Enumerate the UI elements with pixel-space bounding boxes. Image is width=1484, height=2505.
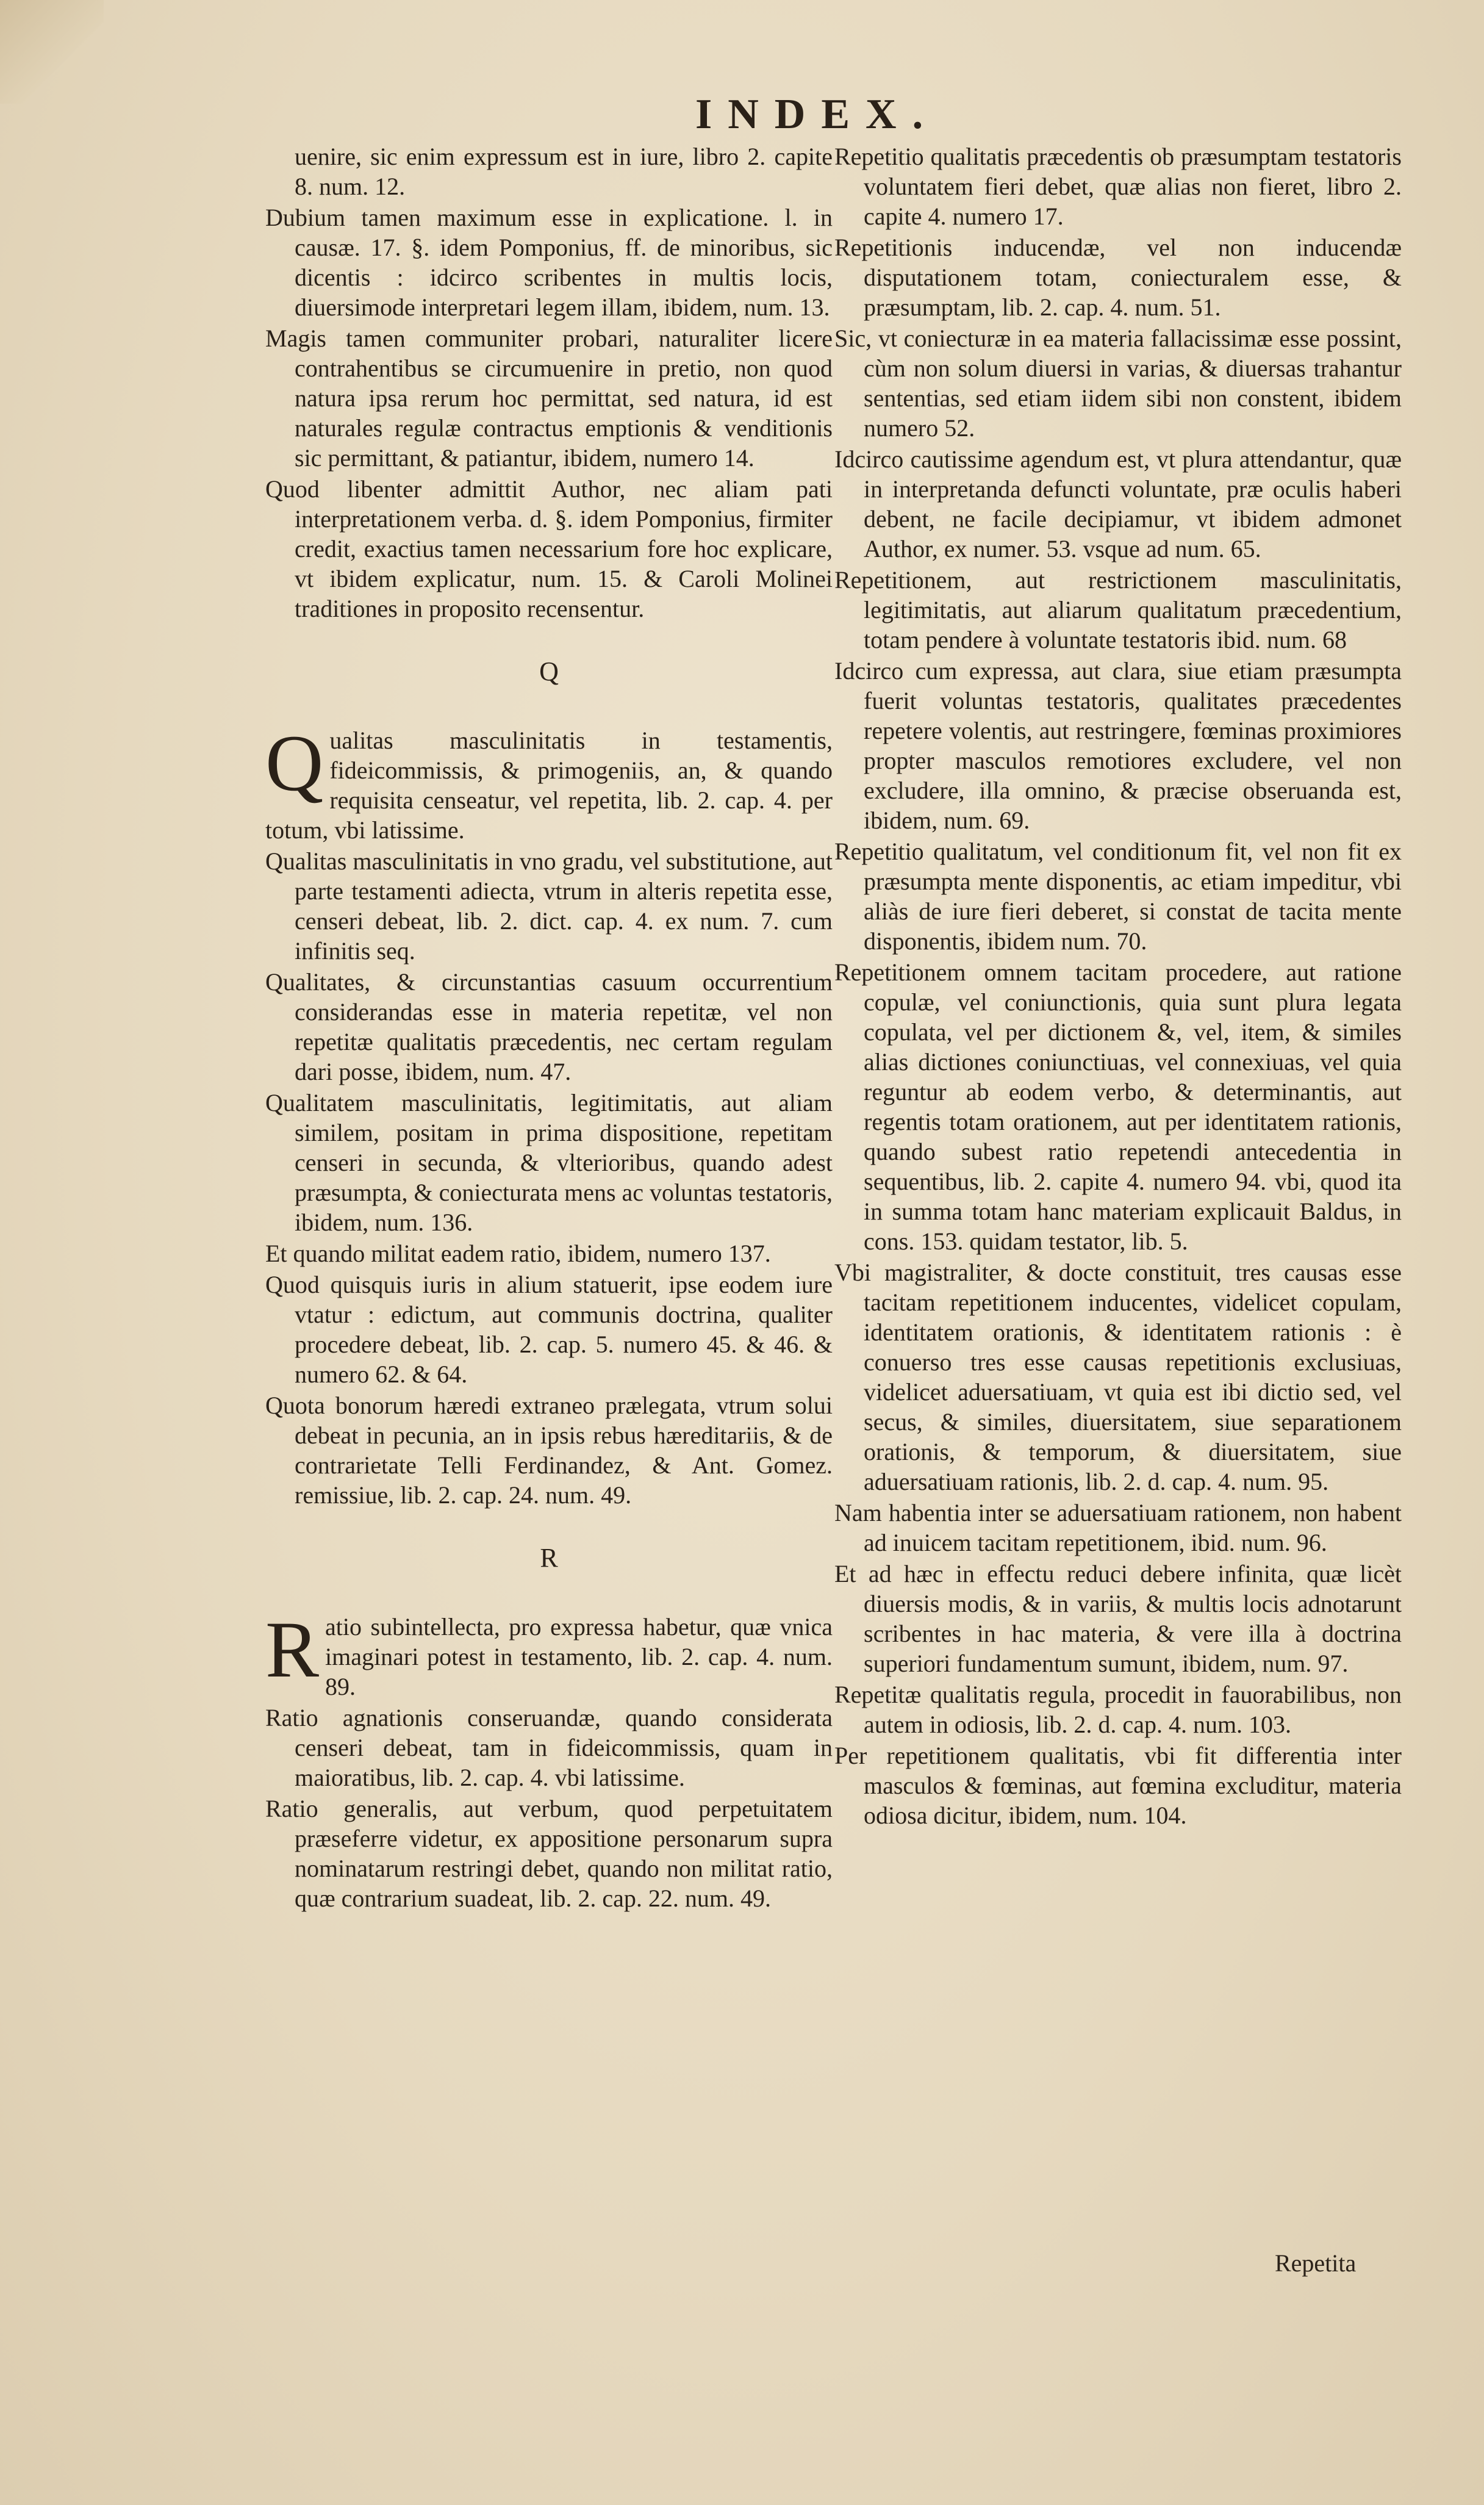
entry-text: Dubium tamen maximum esse in explicatione. l. in causæ. 17. §. idem Pomponius, ff. de minoribus, sic dicentis : idcirco scribentes in multis locis, diuersimode interpretari legem illam, ibidem, num. 13.	[265, 204, 833, 321]
entry-text: Qualitates, & circunstantias casuum occurrentium considerandas esse in materia repetitæ, vel non repetitæ qualitatis præcedentis, nec certam regulam dari posse, ibidem, num. 47.	[265, 968, 833, 1085]
entry-text: Idcirco cautissime agendum est, vt plura attendantur, quæ in interpretanda defuncti voluntate, præ oculis haberi debent, ne facile decipiamur, vt ibidem admonet Author, ex numer. 53. vsque ad num. 65.	[834, 445, 1402, 562]
catchword: Repetita	[1275, 2249, 1357, 2277]
index-entry	[265, 1605, 833, 1702]
index-entry	[265, 846, 833, 966]
entry-text: uenire, sic enim expressum est in iure, libro 2. capite 8. num. 12.	[295, 143, 833, 200]
drop-cap: R	[265, 1605, 320, 1694]
index-entry	[834, 836, 1402, 956]
index-entry	[834, 232, 1402, 322]
entry-text: Et ad hæc in effectu reduci debere infinita, quæ licèt diuersis modis, & in variis, & multis locis adnotarunt scribentes in hac materia, & vere illa à doctrina superiori fundamentum sumunt, ibidem, num. 97.	[834, 1560, 1402, 1677]
entry-text: Repetitionem, aut restrictionem masculinitatis, legitimitatis, aut aliarum qualitatum præcedentium, totam pendere à voluntate testatoris ibid. num. 68	[834, 566, 1402, 653]
index-entry	[265, 142, 833, 201]
entry-text: Qualitatem masculinitatis, legitimitatis, aut aliam similem, positam in prima dispositione, repetitam censeri in secunda, & vlterioribus, quando adest præsumpta, & coniecturata mens ac voluntas testatoris, ibidem, num. 136.	[265, 1089, 833, 1236]
section-letter-q: Q	[539, 656, 559, 686]
index-entry	[834, 1559, 1402, 1678]
section-letter-r: R	[540, 1543, 558, 1573]
entry-text: Per repetitionem qualitatis, vbi fit differentia inter masculos & fœminas, aut fœmina excluditur, materia odiosa dicitur, ibidem, num. 104.	[834, 1742, 1402, 1829]
index-entry	[834, 1741, 1402, 1830]
index-entry	[265, 474, 833, 624]
page-header: INDEX.	[695, 91, 939, 138]
entry-text: Quod libenter admittit Author, nec aliam pati interpretationem verba. d. §. idem Pomponius, firmiter credit, exactius tamen necessarium fore hoc explicare, vt ibidem explicatur, num. 15. & Caroli Molinei traditiones in proposito recensentur.	[265, 475, 833, 622]
entry-text: Repetitionem omnem tacitam procedere, aut ratione copulæ, vel coniunctionis, quia sunt plura legata copulata, vel per dictionem &, vel, item, & similes alias dictiones coniunctiuas, vel connexiuas, vel quia reguntur ab eodem verbo, & determinantis, aut regentis totam orationem, aut per identitatem rationis, quando subest ratio repetendi antecedentia in sequentibus, lib. 2. capite 4. numero 94. vbi, quod ita in summa totam hanc materiam explicauit Baldus, in cons. 153. quidam testator, lib. 5.	[834, 958, 1402, 1255]
entry-text: atio subintellecta, pro expressa habetur, quæ vnica imaginari potest in testamento, lib. 2. cap. 4. num. 89.	[325, 1613, 833, 1700]
entry-text: Magis tamen communiter probari, naturaliter licere contrahentibus se circumuenire in pretio, non quod natura ipsa rerum hoc permittat, sed natura, id est naturales regulæ contractus emptionis & venditionis sic permittant, & patiantur, ibidem, numero 14.	[265, 325, 833, 472]
entry-text: Quod quisquis iuris in alium statuerit, ipse eodem iure vtatur : edictum, aut communis doctrina, qualiter procedere debeat, lib. 2. cap. 5. numero 45. & 46. & numero 62. & 64.	[265, 1271, 833, 1388]
index-entry	[265, 1088, 833, 1237]
left-column	[265, 142, 833, 1914]
entry-text: Repetitio qualitatum, vel conditionum fit, vel non fit ex præsumpta mente disponentis, ac etiam impeditur, vbi aliàs de iure fieri deberet, si constat de tacita mente disponentis, ibidem num. 70.	[834, 838, 1402, 955]
index-entry	[834, 444, 1402, 564]
index-entry	[265, 1390, 833, 1510]
entry-text: Vbi magistraliter, & docte constituit, tres causas esse tacitam repetitionem inducentes, videlicet copulam, identitatem orationis, & identitatem rationis : è conuerso tres esse causas repetitionis exclusiuas, videlicet aduersatiuam, vt quia est ibi dictio sed, vel secus, & similes, diuersitatem, siue separationem orationis, & temporum, & diuersitatem, siue aduersatiuam rationis, lib. 2. d. cap. 4. num. 95.	[834, 1259, 1402, 1495]
index-entry	[265, 1794, 833, 1913]
entry-text: Sic, vt coniecturæ in ea materia fallacissimæ esse possint, cùm non solum diuersi in varias, & diuersas trahantur sententias, sed etiam iidem sibi non constent, ibidem numero 52.	[834, 325, 1402, 442]
entry-text: Nam habentia inter se aduersatiuam rationem, non habent ad inuicem tacitam repetitionem, ibid. num. 96.	[834, 1499, 1402, 1556]
index-entry	[265, 203, 833, 322]
index-entry	[834, 1498, 1402, 1558]
entry-text: ualitas masculinitatis in testamentis, fideicommissis, & primogeniis, an, & quando requisita censeatur, vel repetita, lib. 2. cap. 4. per totum, vbi latissime.	[265, 727, 833, 844]
entry-text: Repetitionis inducendæ, vel non inducendæ disputationem totam, coniecturalem esse, & præsumptam, lib. 2. cap. 4. num. 51.	[834, 234, 1402, 321]
drop-cap: Q	[265, 718, 324, 808]
entry-text: Et quando militat eadem ratio, ibidem, numero 137.	[265, 1240, 771, 1267]
entry-text: Quota bonorum hæredi extraneo prælegata, vtrum solui debeat in pecunia, an in ipsis rebus hæreditariis, & de contrarietate Telli Ferdinandez, & Ant. Gomez. remissiue, lib. 2. cap. 24. num. 49.	[265, 1392, 833, 1509]
index-entry	[265, 967, 833, 1087]
torn-corner	[0, 0, 104, 104]
index-entry	[265, 1270, 833, 1389]
index-entry	[834, 565, 1402, 655]
entry-text: Repetitæ qualitatis regula, procedit in fauorabilibus, non autem in odiosis, lib. 2. d. cap. 4. num. 103.	[834, 1681, 1402, 1738]
entry-text: Ratio agnationis conseruandæ, quando considerata censeri debeat, tam in fideicommissis, quam in maioratibus, lib. 2. cap. 4. vbi latissime.	[265, 1704, 833, 1791]
index-entry	[834, 957, 1402, 1256]
index-entry	[265, 718, 833, 845]
index-entry	[265, 1238, 833, 1268]
index-entry	[834, 323, 1402, 443]
index-entry	[834, 142, 1402, 231]
entry-text: Qualitas masculinitatis in vno gradu, vel substitutione, aut parte testamenti adiecta, vtrum in alteris repetita esse, censeri debeat, lib. 2. dict. cap. 4. ex num. 7. cum infinitis seq.	[265, 847, 833, 965]
index-entry	[265, 323, 833, 473]
entry-text: Repetitio qualitatis præcedentis ob præsumptam testatoris voluntatem fieri debet, quæ alias non fieret, libro 2. capite 4. numero 17.	[834, 143, 1402, 230]
right-column	[834, 142, 1402, 1831]
entry-text: Idcirco cum expressa, aut clara, siue etiam præsumpta fuerit voluntas testatoris, qualitates præcedentes repetere volentis, aut restringere, fœminas proximiores propter masculos remotiores excludere, vel non excludere, illa omnino, & præcise obseruanda est, ibidem, num. 69.	[834, 657, 1402, 834]
index-entry	[834, 1680, 1402, 1739]
index-entry	[834, 1257, 1402, 1497]
entry-text: Ratio generalis, aut verbum, quod perpetuitatem præseferre videtur, ex appositione personarum supra nominatarum restringi debet, quando non militat ratio, quæ contrarium suadeat, lib. 2. cap. 22. num. 49.	[265, 1795, 833, 1912]
index-entry	[265, 1703, 833, 1792]
index-entry	[834, 656, 1402, 835]
